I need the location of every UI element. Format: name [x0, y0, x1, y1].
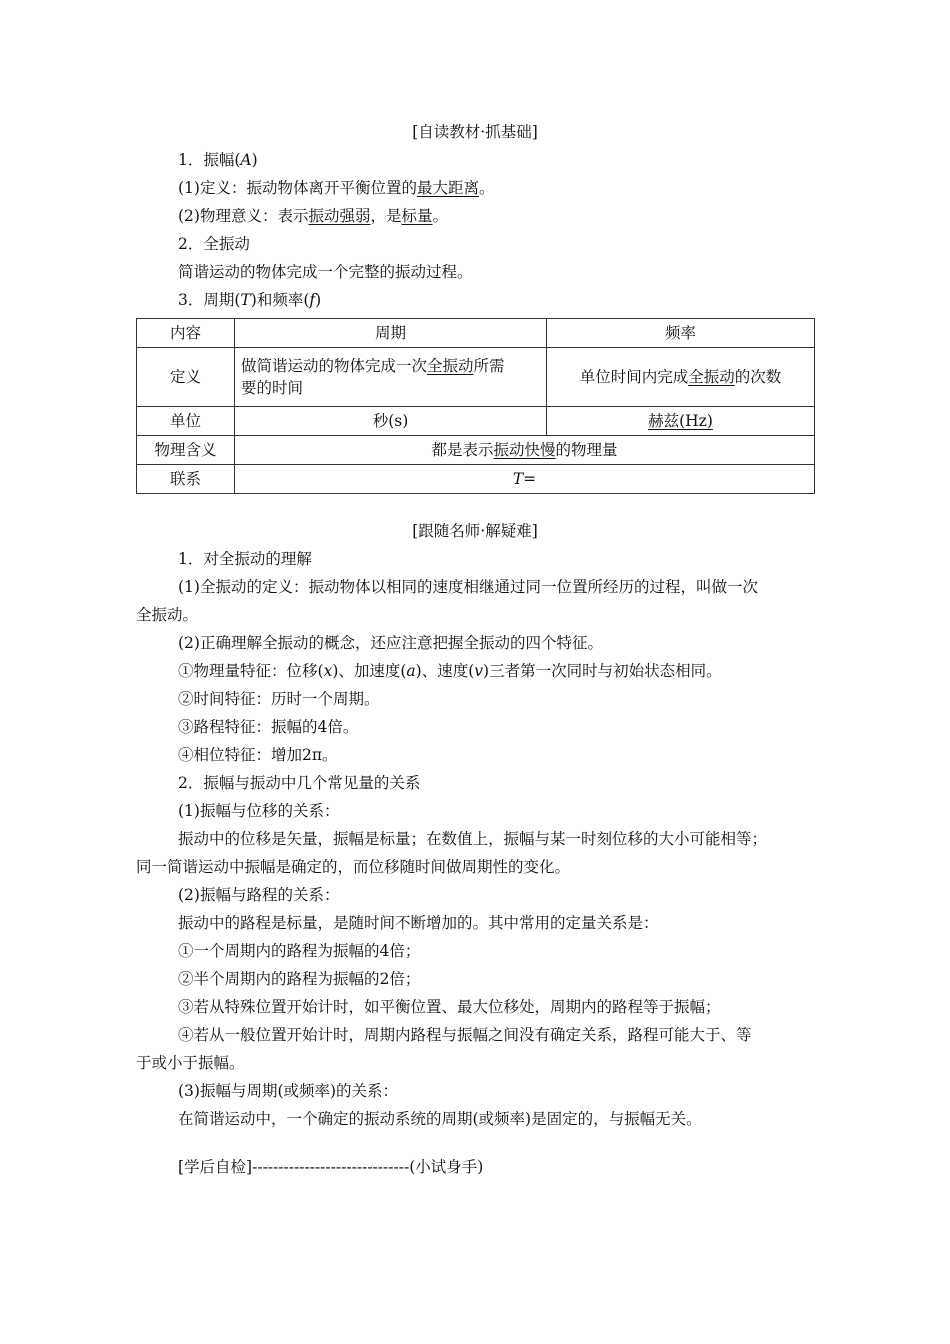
paragraph-line: 同一简谐运动中振幅是确定的，而位移随时间做周期性的变化。 — [136, 858, 571, 876]
section-header-self-study: [自读教材·抓基础] — [412, 123, 538, 141]
list-item: ②半个周期内的路程为振幅的2倍； — [178, 970, 421, 988]
table-row — [137, 436, 815, 465]
table-row-label: 物理含义 — [137, 436, 235, 465]
list-item: 于或小于振幅。 — [136, 1054, 245, 1072]
answer-scalar: 标量 — [401, 207, 433, 225]
heading-understanding-full-vibration: 1．对全振动的理解 — [178, 550, 312, 568]
heading-amplitude: 1．振幅(A) — [178, 151, 258, 169]
paragraph-line: (1)全振动的定义：振动物体以相同的速度相继通过同一位置所经历的过程，叫做一次 — [178, 578, 758, 596]
paragraph-line: 振动中的路程是标量，是随时间不断增加的。其中常用的定量关系是： — [178, 914, 659, 932]
amplitude-meaning: (2)物理意义：表示振动强弱，是标量。 — [178, 207, 449, 225]
list-item: ①一个周期内的路程为振幅的4倍； — [178, 942, 421, 960]
feature-path: ③路程特征：振幅的4倍。 — [178, 718, 359, 736]
table-row — [137, 465, 815, 494]
frequency-definition-cell: 单位时间内完成全振动的次数 — [547, 348, 815, 407]
feature-physical-quantity: ①物理量特征：位移(x)、加速度(a)、速度(v)三者第一次同时与初始状态相同。 — [178, 662, 722, 680]
paragraph-line: 在简谐运动中，一个确定的振动系统的周期(或频率)是固定的，与振幅无关。 — [178, 1110, 702, 1128]
paragraph-line: (2)振幅与路程的关系： — [178, 886, 340, 904]
table-header-row — [137, 319, 815, 348]
feature-time: ②时间特征：历时一个周期。 — [178, 690, 380, 708]
heading-full-vibration: 2．全振动 — [178, 235, 250, 253]
paragraph-line: 振动中的位移是矢量，振幅是标量；在数值上，振幅与某一时刻位移的大小可能相等； — [178, 830, 768, 848]
feature-phase: ④相位特征：增加2π。 — [178, 746, 338, 764]
heading-amplitude-relations: 2．振幅与振动中几个常见量的关系 — [178, 774, 421, 792]
table-row — [137, 348, 815, 407]
list-item: ④若从一般位置开始计时，周期内路程与振幅之间没有确定关系，路程可能大于、等 — [178, 1026, 752, 1044]
table-header-cell: 内容 — [137, 319, 235, 348]
table-header-cell: 周期 — [235, 319, 547, 348]
relation-formula-cell: T= — [235, 465, 815, 494]
amplitude-definition: (1)定义：振动物体离开平衡位置的最大距离。 — [178, 179, 495, 197]
heading-period-frequency: 3．周期(T)和频率(f) — [178, 291, 322, 309]
paragraph-line: (3)振幅与周期(或频率)的关系： — [178, 1082, 399, 1100]
period-definition-cell: 做简谐运动的物体完成一次全振动所需 要的时间 — [235, 348, 547, 407]
list-item: ③若从特殊位置开始计时，如平衡位置、最大位移处，周期内的路程等于振幅； — [178, 998, 721, 1016]
period-unit-cell: 秒(s) — [235, 407, 547, 436]
paragraph-line: (1)振幅与位移的关系： — [178, 802, 340, 820]
meaning-cell: 都是表示振动快慢的物理量 — [235, 436, 815, 465]
table-row — [137, 407, 815, 436]
table-row-label: 单位 — [137, 407, 235, 436]
period-frequency-table — [136, 318, 815, 494]
table-row-label: 定义 — [137, 348, 235, 407]
self-check-footer: [学后自检]------------------------------(小试身手) — [178, 1158, 484, 1176]
paragraph-line: (2)正确理解全振动的概念，还应注意把握全振动的四个特征。 — [178, 634, 603, 652]
paragraph-line: 全振动。 — [136, 606, 199, 624]
table-header-cell: 频率 — [547, 319, 815, 348]
frequency-unit-cell: 赫兹(Hz) — [547, 407, 815, 436]
answer-vibration-strength: 振动强弱 — [308, 207, 371, 225]
section-header-teacher: [跟随名师·解疑难] — [412, 522, 538, 540]
table-row-label: 联系 — [137, 465, 235, 494]
answer-max-distance: 最大距离 — [416, 179, 479, 197]
full-vibration-text: 简谐运动的物体完成一个完整的振动过程。 — [178, 263, 473, 281]
